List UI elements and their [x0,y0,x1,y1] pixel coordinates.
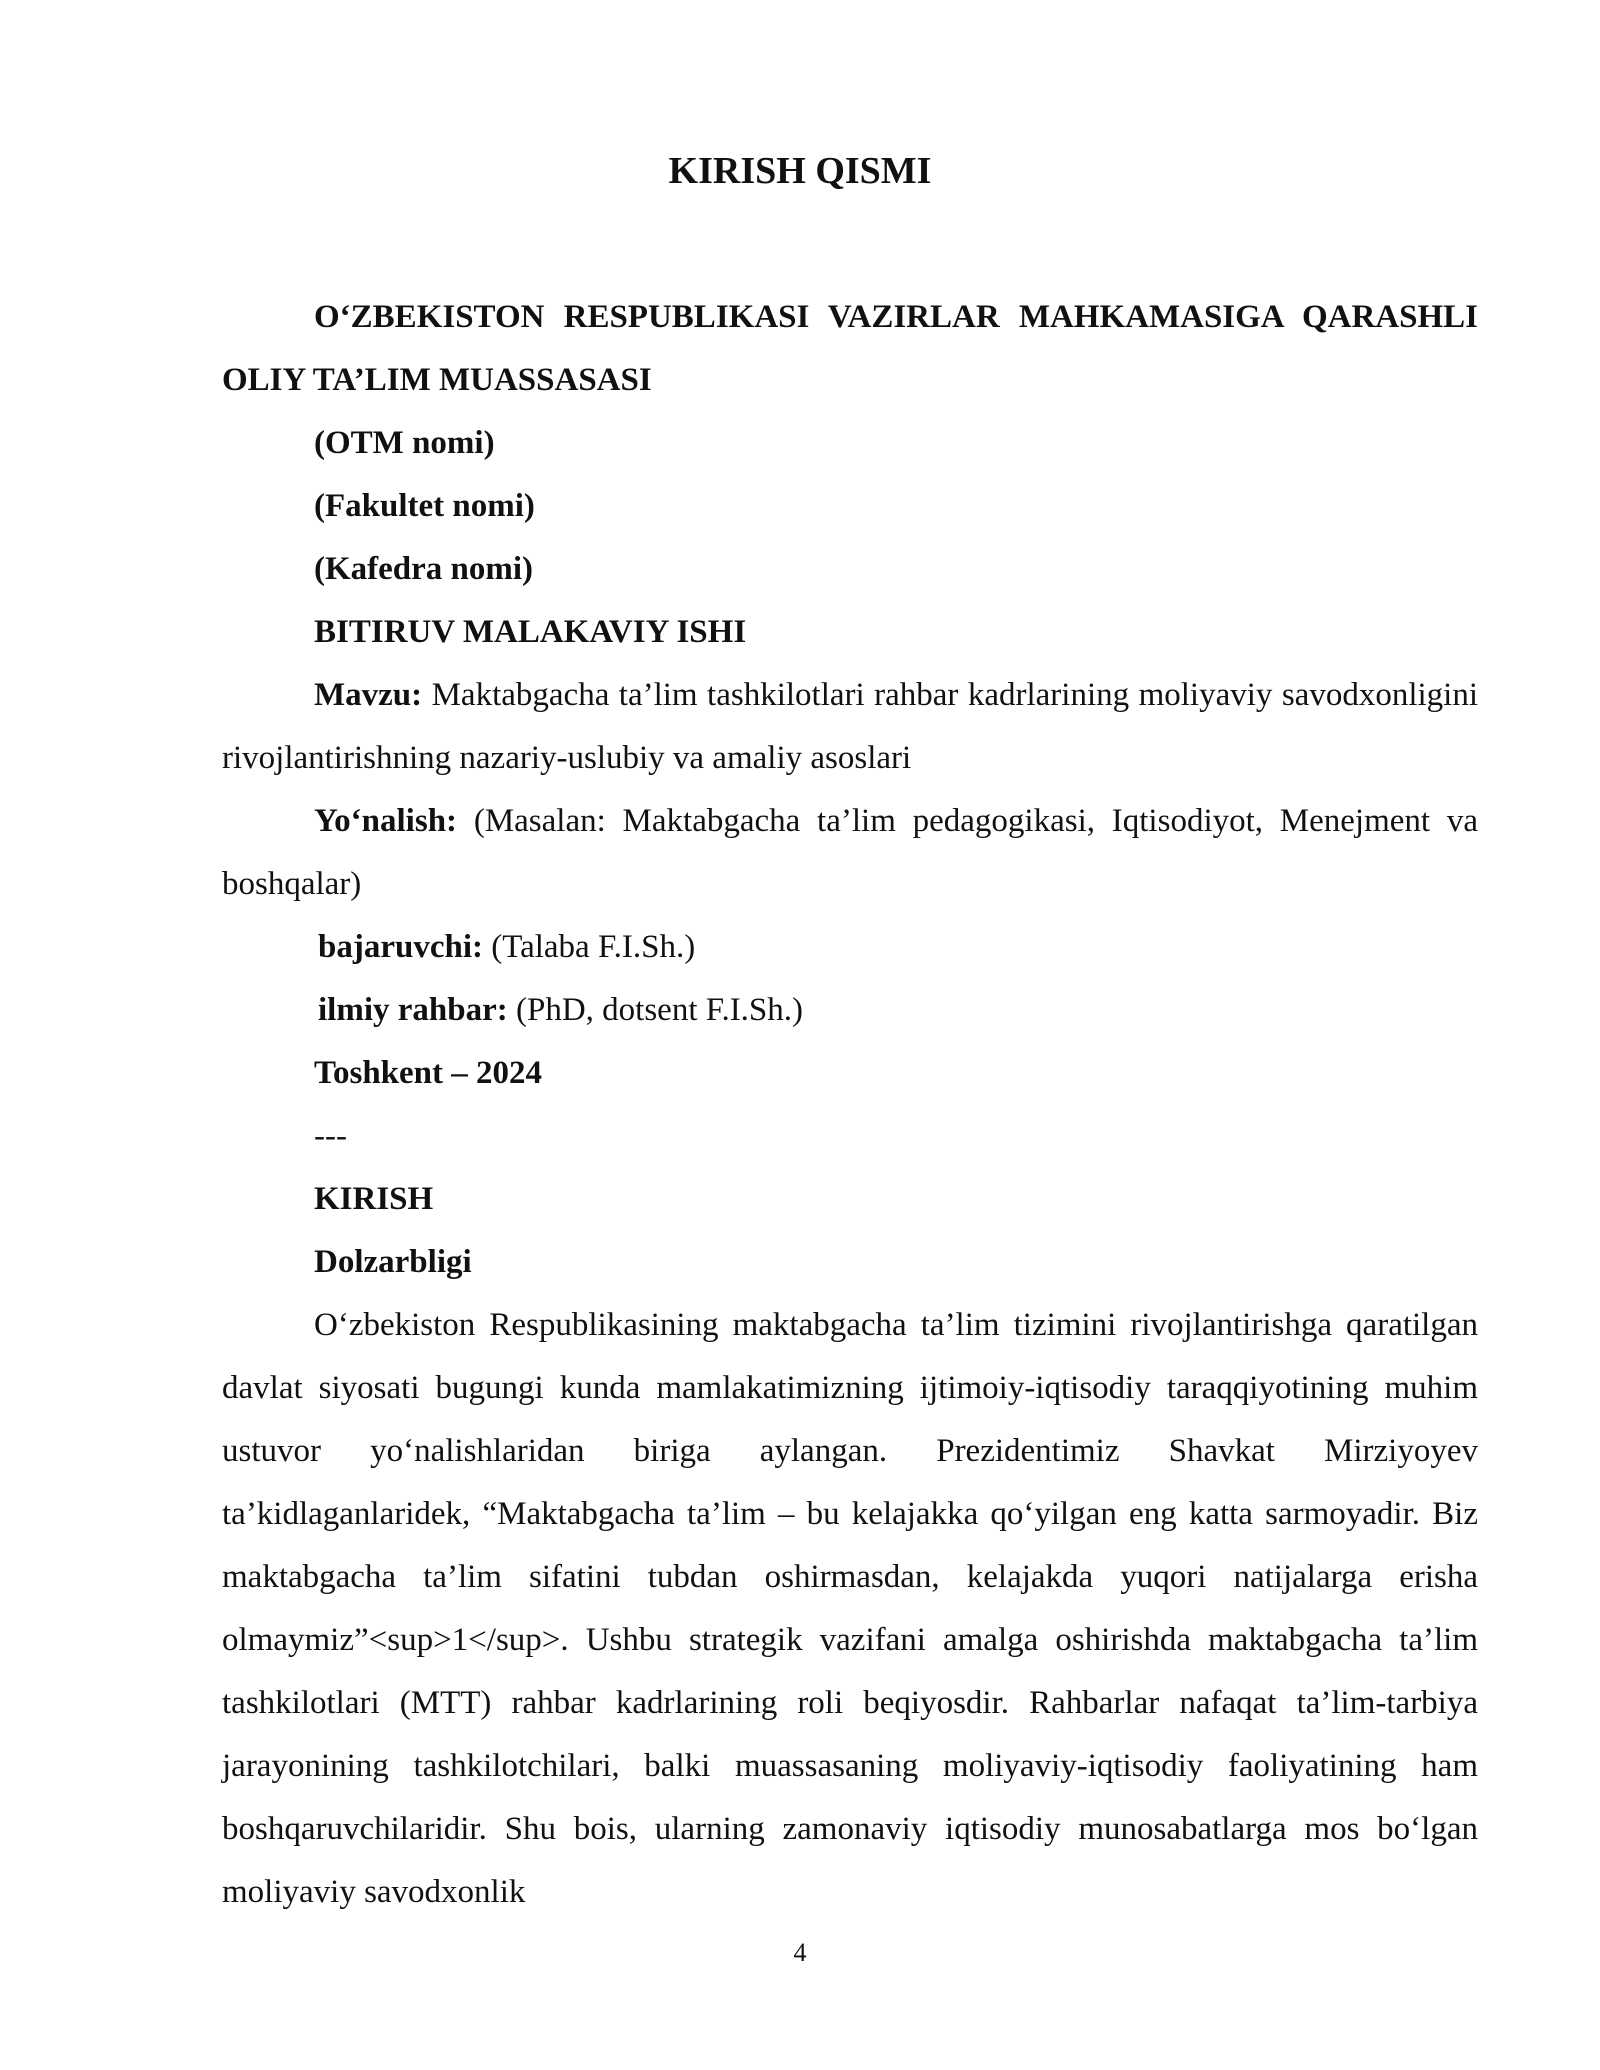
performer-line [222,916,1478,979]
otm-name: (OTM nomi) [314,425,495,461]
supervisor-line [222,979,1478,1042]
direction-text: (Masalan: Maktabgacha ta’lim pedagogikasi, Iqtisodiyot, Menejment va boshqalar) [222,803,1479,902]
page-number: 4 [793,1938,807,1967]
performer-label: bajaruvchi: [318,929,483,965]
faculty-name: (Fakultet nomi) [314,488,535,524]
topic-paragraph [222,664,1478,790]
work-type-heading: BITIRUV MALAKAVIY ISHI [314,614,747,650]
direction-label: Yo‘nalish: [314,803,458,839]
supervisor-label: ilmiy rahbar: [318,992,508,1028]
page-title: KIRISH QISMI [668,150,932,192]
section-heading: KIRISH [314,1181,434,1217]
subsection-heading: Dolzarbligi [314,1244,472,1280]
supervisor-text: (PhD, dotsent F.I.Sh.) [515,992,804,1028]
separator-text: --- [314,1118,347,1154]
department-name: (Kafedra nomi) [314,551,534,587]
topic-text: Maktabgacha ta’lim tashkilotlari rahbar kadrlarining moliyaviy savodxonligini rivojlantirishning nazariy-uslubiy va amaliy asoslari [222,677,1478,776]
topic-label: Mavzu: [314,677,423,713]
performer-text: (Talaba F.I.Sh.) [491,929,696,965]
document-body [222,286,1478,1924]
body-paragraph: O‘zbekiston Respublikasining maktabgacha ta’lim tizimini rivojlantirishga qaratilgan davlat siyosati bugungi kunda mamlakatimizning ijtimoiy-iqtisodiy taraqqiyotining muhim ustuvor yo‘nalishlaridan biriga aylangan. Prezidentimiz Shavkat Mirziyoyev ta’kidlaganlaridek, “Maktabgacha ta’lim – bu kelajakka qo‘yilgan eng katta sarmoyadir. Biz maktabgacha ta’lim sifatini tubdan oshirmasdan, kelajakda yuqori natijalarga erisha olmaymiz”<sup>1</sup>. Ushbu strategik vazifani amalga oshirishda maktabgacha ta’lim tashkilotlari (MTT) rahbar kadrlarining roli beqiyosdir. Rahbarlar nafaqat ta’lim-tarbiya jarayonining tashkilotchilari, balki muassasaning moliyaviy-iqtisodiy faoliyatining ham boshqaruvchilaridir. Shu bois, ularning zamonaviy iqtisodiy munosabatlarga mos bo‘lgan moliyaviy savodxonlik [222,1307,1478,1910]
direction-paragraph [222,790,1478,916]
institution-heading: O‘ZBEKISTON RESPUBLIKASI VAZIRLAR MAHKAMASIGA QARASHLI OLIY TA’LIM MUASSASASI [222,299,1478,398]
city-year: Toshkent – 2024 [314,1055,543,1091]
